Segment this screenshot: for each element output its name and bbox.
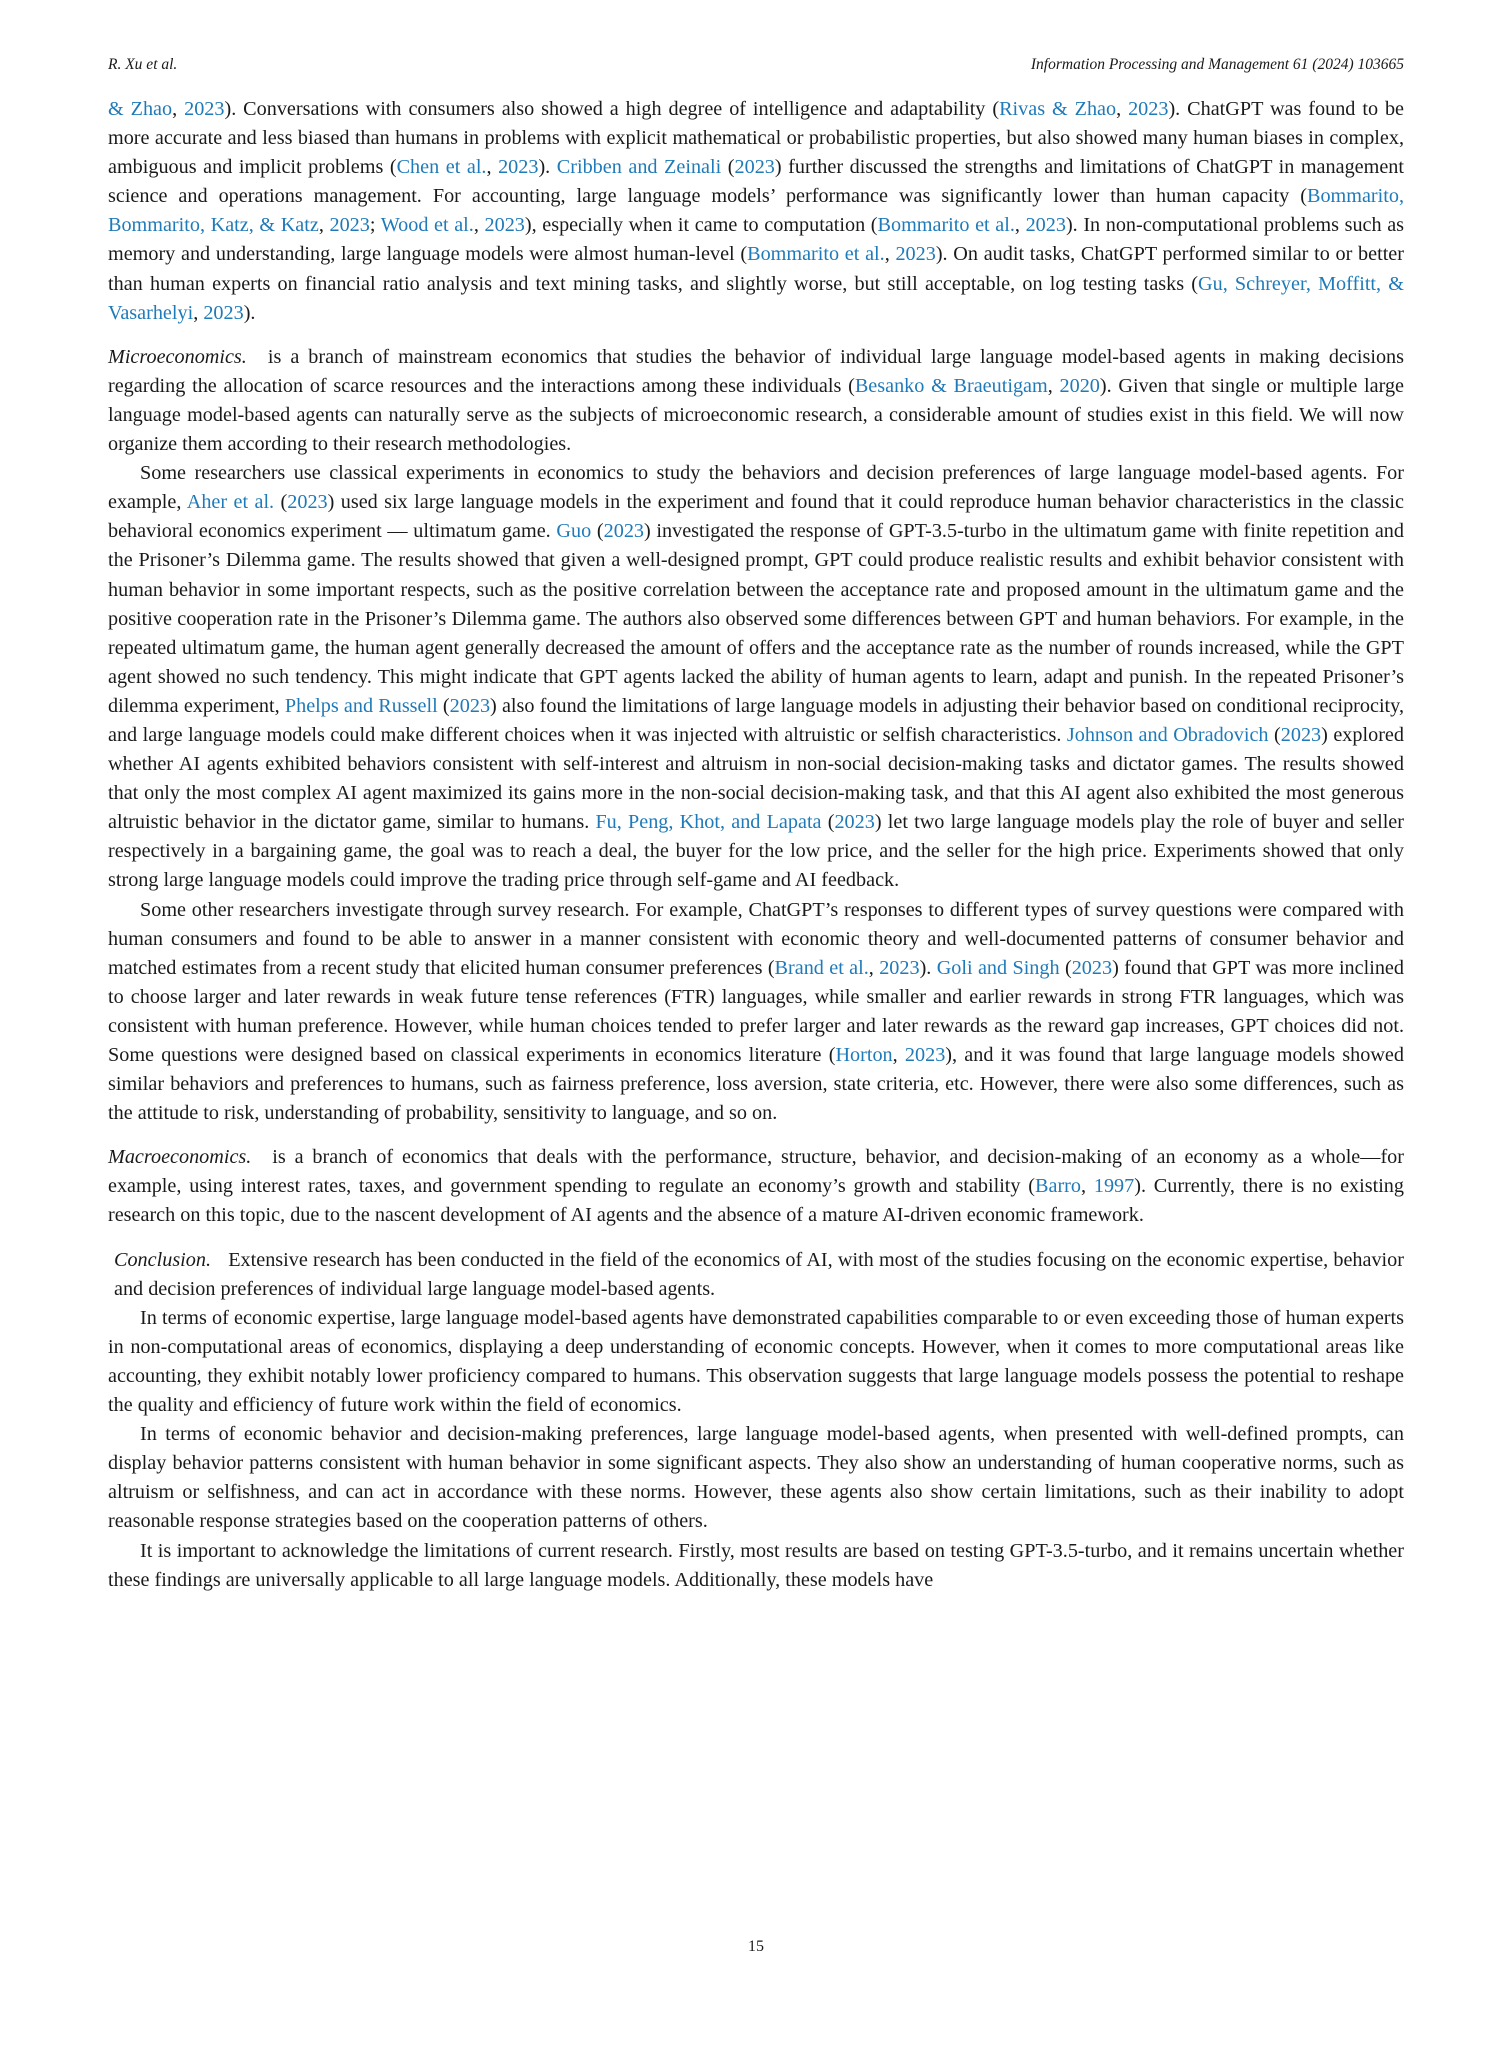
citation-link[interactable]: 2020 [1059, 374, 1100, 397]
article-body [108, 95, 1404, 1595]
citation-link[interactable]: & Zhao [108, 98, 173, 120]
text-run: ). ChatGPT was found to be more accurate and less biased than humans in problems with explicit mathematical or probabilistic properties, but also showed many human biases in complex, ambiguous and implicit problems ( [108, 98, 1405, 179]
text-run: ) let two large language models play the role of buyer and seller respectively in a bargaining game, the goal was to reach a deal, the buyer for the low price, and the seller for the high price. Experiments showed that only strong large language models could improve the trading price through self-game and AI feedback. [108, 811, 1404, 892]
text-run: Some researchers use classical experiments in economics to study the behaviors and decision preferences of large language model-based agents. For example, [108, 462, 1404, 514]
citation-link[interactable]: Aher et al. [186, 491, 275, 514]
text-run: ). Given that single or multiple large language model-based agents can naturally serve as the subjects of microeconomic research, a considerable amount of studies exist in this field. We will now organize them according to their research methodologies. [108, 374, 1405, 456]
text-run: , [868, 956, 880, 979]
text-run: , [892, 1044, 905, 1066]
paragraph-limitations [108, 1537, 1404, 1595]
text-run: , [1081, 1175, 1094, 1198]
citation-link[interactable]: 2023 [1128, 98, 1169, 120]
citation-link[interactable]: 2023 [1025, 214, 1066, 237]
paragraph-conclusion [108, 1246, 1404, 1304]
citation-link[interactable]: 2023 [449, 694, 491, 717]
running-header [108, 56, 1404, 80]
text-run: , [1014, 214, 1026, 237]
citation-link[interactable]: Phelps and Russell [284, 694, 438, 717]
text-run: ). [243, 301, 256, 324]
text-run: , [172, 98, 185, 120]
text-run: ( [1059, 956, 1072, 979]
text-run: , [193, 301, 204, 324]
citation-link[interactable]: Bommarito et al. [747, 243, 885, 266]
paragraph-classical-experiments [108, 459, 1404, 895]
citation-link[interactable]: Besanko & Braeutigam [854, 374, 1048, 397]
text-run: , [884, 243, 896, 266]
citation-link[interactable]: 2023 [329, 214, 370, 237]
citation-link[interactable]: Horton [835, 1044, 893, 1066]
text-run: ) used six large language models in the experiment and found that it could reproduce human behavior characteristics in the classic behavioral economics experiment — ultimatum game. [108, 491, 1404, 543]
paragraph-microeconomics [108, 343, 1404, 459]
text-run: ). On audit tasks, ChatGPT performed similar to or better than human experts on financial ratio analysis and text mining tasks, and slightly worse, but still acceptable, on log testing tasks ( [108, 243, 1404, 295]
citation-link[interactable]: 2023 [203, 301, 244, 324]
citation-link[interactable]: 2023 [484, 214, 525, 237]
citation-link[interactable]: Chen et al. [396, 156, 487, 179]
citation-link[interactable]: 2023 [287, 491, 328, 514]
text-run: It is important to acknowledge the limitations of current research. Firstly, most results are based on testing GPT-3.5-turbo, and it remains uncertain whether these findings are universally applicable to all large language models. Additionally, these models have [108, 1539, 1404, 1591]
citation-link[interactable]: Gu, Schreyer, Moffitt, & Vasarhelyi [108, 272, 1404, 324]
text-run: ). [538, 156, 557, 179]
text-run: , [486, 156, 499, 179]
citation-link[interactable]: 2023 [498, 156, 539, 179]
running-header-authors: R. Xu et al. [108, 56, 178, 73]
text-run: ( [437, 694, 450, 717]
citation-link[interactable]: Johnson and Obradovich [1066, 723, 1269, 746]
text-run: ) investigated the response of GPT-3.5-turbo in the ultimatum game with finite repetition and the Prisoner’s Dilemma game. The results showed that given a well-designed prompt, GPT could produce realistic results and exhibit behavior consistent with human behavior in some important respects, such as the positive correlation between the acceptance rate and proposed amount in the ultimatum game and the positive cooperation rate in the Prisoner’s Dilemma game. The authors also observed some differences between GPT and human behaviors. For example, in the repeated ultimatum game, the human agent generally decreased the amount of offers and the acceptance rate as the number of rounds increased, while the GPT agent showed no such tendency. This might indicate that GPT agents lacked the ability of human agents to learn, adapt and punish. In the repeated Prisoner’s dilemma experiment, [108, 520, 1404, 717]
citation-link[interactable]: Guo [556, 520, 592, 543]
text-run: , [1116, 98, 1129, 120]
citation-link[interactable]: 2023 [603, 520, 644, 543]
section-heading: Macroeconomics. [108, 1146, 252, 1169]
text-run: ( [821, 811, 835, 834]
page-number: 15 [748, 1938, 764, 1955]
citation-link[interactable]: Brand et al. [774, 956, 869, 979]
citation-link[interactable]: Bommarito, Bommarito, Katz, & Katz [108, 185, 1404, 237]
citation-link[interactable]: 2023 [734, 156, 775, 179]
paragraph-survey-research [108, 896, 1404, 1129]
citation-link[interactable]: 2023 [834, 811, 875, 834]
paragraph-economic-behavior [108, 1420, 1404, 1536]
citation-link[interactable]: 2023 [1071, 956, 1113, 979]
citation-link[interactable]: 1997 [1093, 1175, 1135, 1198]
text-run: ), and it was found that large language models showed similar behaviors and preferences to humans, such as fairness preference, loss aversion, state criteria, etc. However, there were also some differences, such as the attitude to risk, understanding of probability, sensitivity to language, and so on. [108, 1044, 1404, 1125]
section-heading: Conclusion. [114, 1248, 212, 1271]
citation-link[interactable]: 2023 [879, 956, 920, 979]
citation-link[interactable]: Cribben and Zeinali [556, 156, 722, 179]
text-run: ; [369, 214, 381, 237]
text-run: ) explored whether AI agents exhibited behaviors consistent with self-interest and altruism in non-social decision-making tasks and dictator games. The results showed that only the most complex AI agent maximized its gains more in the non-social decision-making task, and that this AI agent also exhibited the most generous altruistic behavior in the dictator game, similar to humans. [108, 723, 1404, 834]
text-run: ( [591, 520, 604, 543]
text-run: ( [1268, 723, 1281, 746]
paragraph-accounting-continuation [108, 95, 1404, 328]
text-run: ( [721, 156, 735, 179]
text-run: ) found that GPT was more inclined to choose larger and later rewards in weak future tense references (FTR) languages, while smaller and earlier rewards in strong FTR languages, which was consistent with human preference. However, while human choices tended to prefer larger and later rewards as the reward gap increases, GPT choices did not. Some questions were designed based on classical experiments in economics literature ( [108, 956, 1404, 1066]
citation-link[interactable]: 2023 [184, 98, 225, 120]
text-run: , [473, 214, 485, 237]
citation-link[interactable]: 2023 [1280, 723, 1322, 746]
citation-link[interactable]: Goli and Singh [936, 956, 1060, 979]
text-run: is a branch of mainstream economics that studies the behavior of individual large language model-based agents in making decisions regarding the allocation of scarce resources and the interactions among these individuals ( [108, 345, 1404, 397]
text-run: Extensive research has been conducted in the field of the economics of AI, with most of the studies focusing on the economic expertise, behavior and decision preferences of individual large language model-based agents. [114, 1248, 1404, 1300]
citation-link[interactable]: Bommarito et al. [877, 214, 1015, 237]
text-run: In terms of economic behavior and decision-making preferences, large language model-based agents, when presented with well-defined prompts, can display behavior patterns consistent with human behavior in some significant aspects. They also show an understanding of human cooperative norms, such as altruism or selfishness, and can act in accordance with these norms. However, these agents also show certain limitations, such as their inability to adopt reasonable response strategies based on the cooperation patterns of others. [108, 1423, 1404, 1533]
text-run: ( [274, 491, 288, 514]
text-run: In terms of economic expertise, large language model-based agents have demonstrated capabilities comparable to or even exceeding those of human experts in non-computational areas of economics, displaying a deep understanding of economic concepts. However, when it comes to more computational areas like accounting, they exhibit notably lower proficiency compared to humans. This observation suggests that large language models possess the potential to reshape the quality and efficiency of future work within the field of economics. [108, 1306, 1404, 1417]
text-run: , [318, 214, 330, 237]
running-header-journal: Information Processing and Management 61 (2024) 103665 [1030, 56, 1404, 73]
citation-link[interactable]: Barro [1035, 1175, 1081, 1198]
text-run: ). Currently, there is no existing research on this topic, due to the nascent development of AI agents and the absence of a mature AI-driven economic framework. [108, 1175, 1404, 1227]
citation-link[interactable]: 2023 [904, 1044, 946, 1066]
text-run: ). In non-computational problems such as memory and understanding, large language models were almost human-level ( [108, 214, 1405, 266]
text-run: ). [919, 956, 937, 979]
text-run: ), especially when it came to computation ( [524, 214, 878, 237]
citation-link[interactable]: Wood et al. [380, 214, 474, 237]
text-run: ) also found the limitations of large language models in adjusting their behavior based on conditional reciprocity, and large language models could make different choices when it was injected with altruistic or selfish characteristics. [108, 694, 1404, 746]
citation-link[interactable]: Fu, Peng, Khot, and Lapata [595, 811, 822, 834]
text-run: , [1047, 374, 1060, 397]
text-run: is a branch of economics that deals with the performance, structure, behavior, and decision-making of an economy as a whole—for example, using interest rates, taxes, and government spending to regulate an economy’s growth and stability ( [108, 1146, 1404, 1198]
citation-link[interactable]: 2023 [895, 243, 936, 266]
text-run: Some other researchers investigate through survey research. For example, ChatGPT’s responses to different types of survey questions were compared with human consumers and found to be able to answer in a manner consistent with economic theory and well-documented patterns of consumer behavior and matched estimates from a recent study that elicited human consumer preferences ( [108, 898, 1404, 979]
section-heading: Microeconomics. [108, 345, 247, 368]
text-run: ) further discussed the strengths and limitations of ChatGPT in management science and operations management. For accounting, large language models’ performance was significantly lower than human capacity ( [108, 156, 1404, 208]
text-run: ). Conversations with consumers also showed a high degree of intelligence and adaptability ( [224, 98, 1000, 120]
citation-link[interactable]: Rivas & Zhao [999, 98, 1117, 120]
paragraph-economic-expertise [108, 1304, 1404, 1420]
paragraph-macroeconomics [108, 1143, 1404, 1230]
